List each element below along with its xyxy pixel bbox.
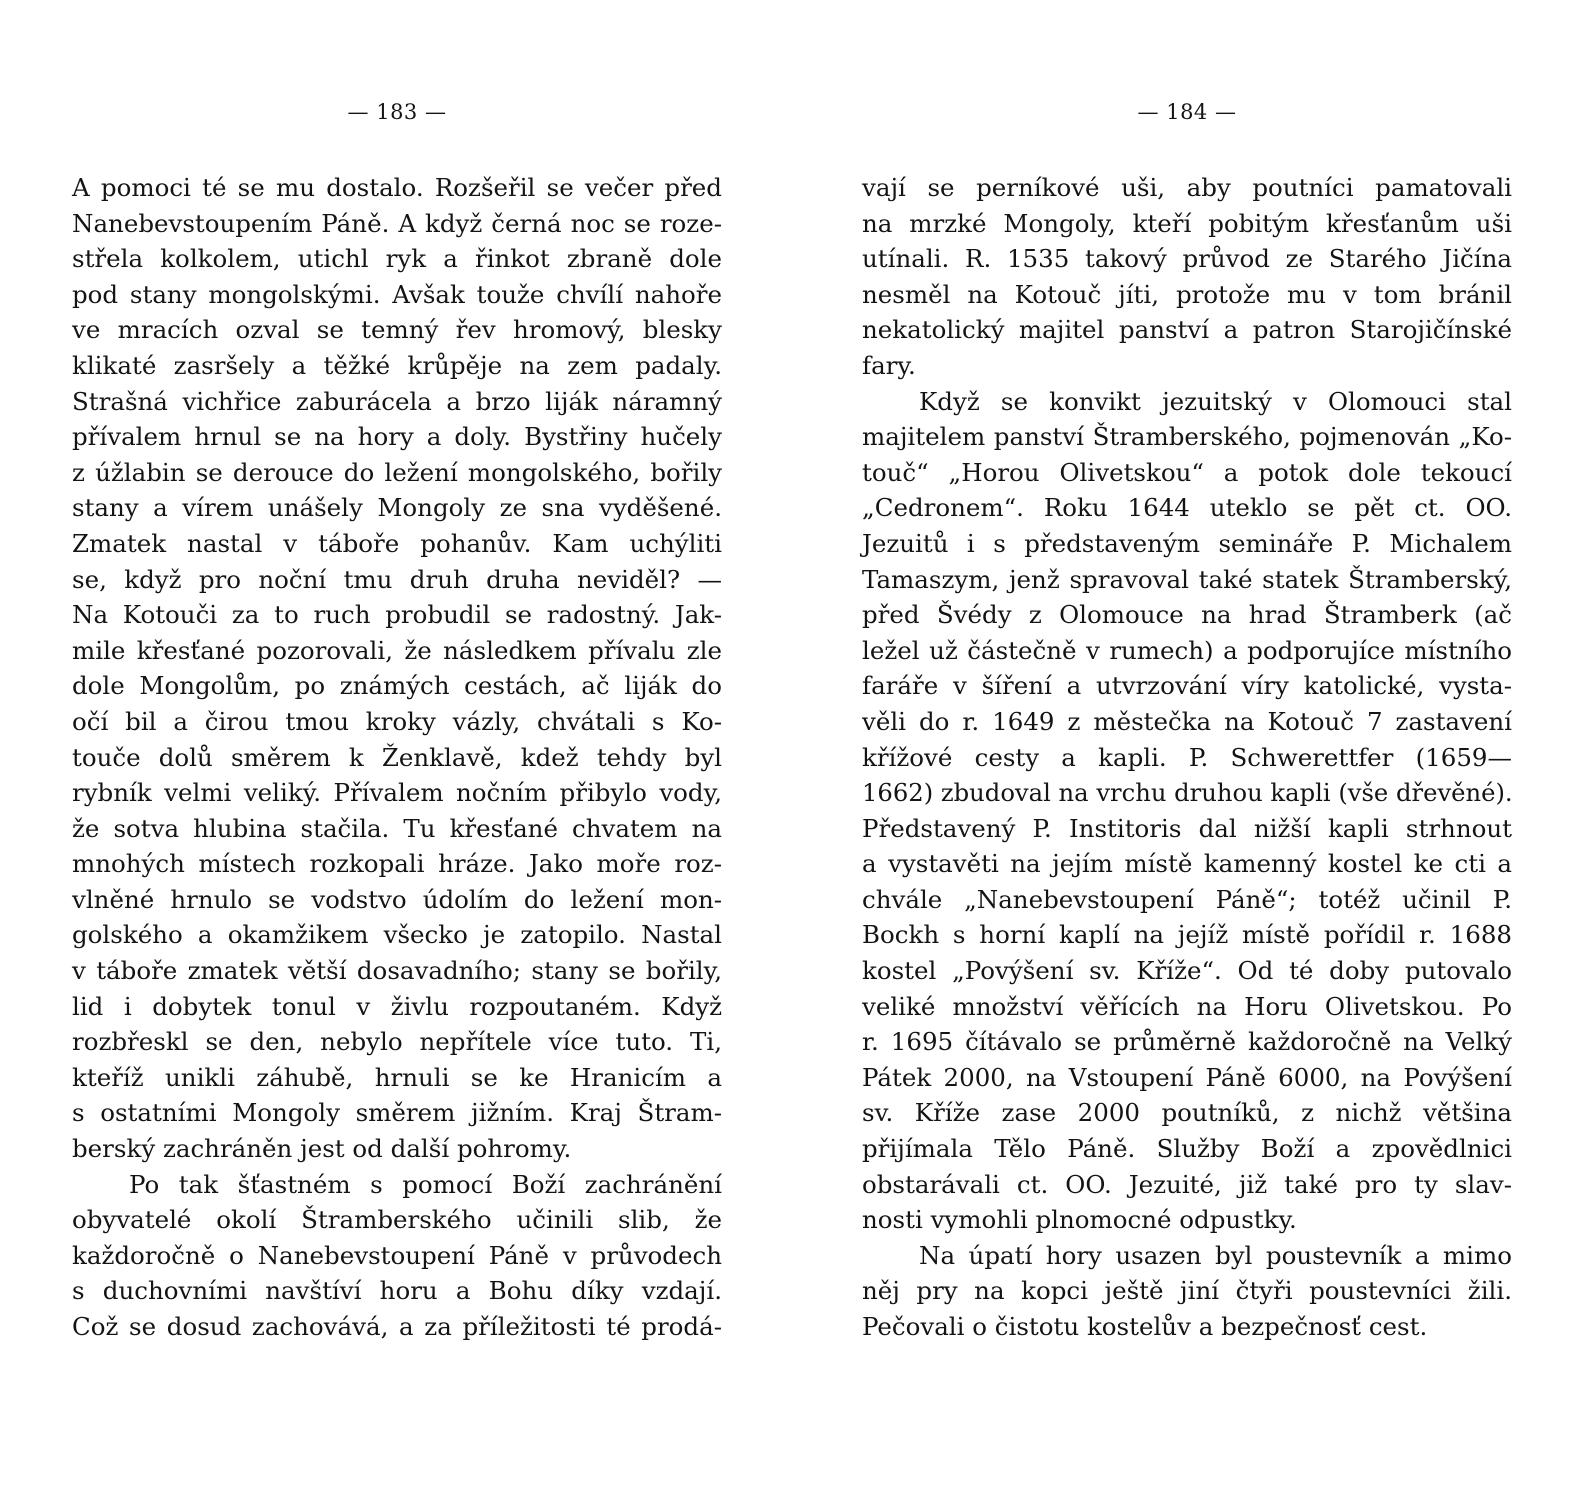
text-line: dole Mongolům, po známých cestách, ač liják do xyxy=(72,671,722,701)
text-line: ve mracích ozval se temný řev hromový, blesky xyxy=(72,315,722,345)
text-line: každoročně o Nanebevstoupení Páně v průvodech xyxy=(72,1240,722,1270)
text-line: r. 1695 čítávalo se průměrně každoročně na Velký xyxy=(862,1027,1512,1057)
text-line: golského a okamžikem všecko je zatopilo. Nastal xyxy=(72,920,722,950)
text-line: touč“ „Horou Olivetskou“ a potok dole tekoucí xyxy=(862,457,1512,487)
text-line: Bockh s horní kaplí na jejíž místě pořídil r. 1688 xyxy=(862,920,1512,950)
paragraph-first-line: Po tak šťastném s pomocí Boží zachránění xyxy=(129,1169,722,1199)
text-line: pod stany mongolskými. Avšak touže chvílí nahoře xyxy=(72,279,722,309)
text-line: kostel „Povýšení sv. Kříže“. Od té doby putovalo xyxy=(862,956,1512,986)
text-line: Pátek 2000, na Vstoupení Páně 6000, na Povýšení xyxy=(862,1062,1512,1092)
text-line: kteříž unikli záhubě, hrnuli se ke Hranicím a xyxy=(72,1062,722,1092)
text-line: na mrzké Mongoly, kteří pobitým křesťanům uši xyxy=(862,208,1512,238)
text-line: Zmatek nastal v táboře pohanův. Kam uchýliti xyxy=(72,528,722,558)
text-line: s duchovními navštíví horu a Bohu díky vzdají. xyxy=(72,1276,722,1306)
text-line: „Cedronem“. Roku 1644 uteklo se pět ct. OO. xyxy=(862,493,1512,523)
paragraph-last-line: Pečovali o čistotu kostelův a bezpečnosť cest. xyxy=(862,1312,1428,1341)
text-line: přívalem hrnul se na hory a doly. Bystřiny hučely xyxy=(72,422,722,452)
text-line: nekatolický majitel panství a patron Starojičínské xyxy=(862,315,1512,345)
text-line: majitelem panství Štramberského, pojmenován „Ko- xyxy=(862,422,1512,452)
text-line: z úžlabin se derouce do ležení mongolského, bořily xyxy=(72,457,722,487)
text-line: 1662) zbudoval na vrchu druhou kapli (vše dřevěné). xyxy=(862,778,1513,808)
text-line: Nanebevstoupením Páně. A když černá noc se roze- xyxy=(72,208,722,238)
text-line: s ostatními Mongoly směrem jižním. Kraj Štram- xyxy=(72,1098,722,1128)
text-line: střela kolkolem, utichl ryk a řinkot zbraně dole xyxy=(72,244,722,274)
text-line: vají se perníkové uši, aby poutníci pamatovali xyxy=(862,173,1512,202)
text-line: obyvatelé okolí Štramberského učinili slib, že xyxy=(72,1205,722,1235)
text-line: se, když pro noční tmu druh druha neviděl? — xyxy=(72,564,722,594)
text-line: Jezuitů i s představeným semináře P. Michalem xyxy=(862,528,1512,558)
right-page xyxy=(862,0,1512,1500)
text-line: vlněné hrnulo se vodstvo údolím do ležení mon- xyxy=(72,884,722,914)
text-line: Tamaszym, jenž spravoval také statek Štramberský, xyxy=(862,564,1512,594)
text-line: rozbřeskl se den, nebylo nepřítele více tuto. Ti, xyxy=(72,1027,722,1057)
text-line: utínali. R. 1535 takový průvod ze Starého Jičína xyxy=(862,244,1512,274)
text-line: ležel už částečně v rumech) a podporujíce místního xyxy=(862,635,1512,665)
text-line: veliké množství věřících na Horu Olivetskou. Po xyxy=(862,991,1512,1021)
text-line: stany a vírem unášely Mongoly ze sna vyděšené. xyxy=(72,493,722,523)
page-number: — 184 — xyxy=(1137,100,1237,124)
text-line: lid i dobytek tonul v živlu rozpoutaném. Když xyxy=(72,991,722,1021)
text-line: A pomoci té se mu dostalo. Rozšeřil se večer před xyxy=(72,173,722,202)
text-line: touče dolů směrem k Ženklavě, kdež tehdy byl xyxy=(72,742,722,772)
text-line: a vystavěti na jejím místě kamenný kostel ke cti a xyxy=(862,849,1512,879)
text-line: faráře v šíření a utvrzování víry katolické, vysta- xyxy=(862,671,1512,701)
text-line: rybník velmi veliký. Přívalem nočním přibylo vody, xyxy=(72,778,722,808)
paragraph-last-line: berský zachráněn jest od další pohromy. xyxy=(72,1134,572,1164)
text-line: mile křesťané pozorovali, že následkem přívalu zle xyxy=(72,635,722,665)
text-line: nesměl na Kotouč jíti, protože mu v tom bránil xyxy=(862,279,1512,309)
text-line: sv. Kříže zase 2000 poutníků, z nichž většina xyxy=(862,1098,1512,1128)
page-body-text xyxy=(72,170,722,1345)
text-line: Na Kotouči za to ruch probudil se radostný. Jak- xyxy=(72,600,722,630)
text-line: obstarávali ct. OO. Jezuité, již také pro ty slav- xyxy=(862,1169,1512,1199)
page-body-text xyxy=(862,170,1512,1345)
text-line: mnohých místech rozkopali hráze. Jako moře roz- xyxy=(72,849,722,879)
text-line: chvále „Nanebevstoupení Páně“; totéž učinil P. xyxy=(862,884,1512,914)
text-line: věli do r. 1649 z městečka na Kotouč 7 zastavení xyxy=(862,706,1512,736)
text-line: něj pry na kopci ještě jiní čtyři poustevníci žili. xyxy=(862,1276,1512,1306)
text-line: v táboře zmatek větší dosavadního; stany se bořily, xyxy=(72,956,722,986)
text-line: Strašná vichřice zaburácela a brzo liják náramný xyxy=(72,386,722,416)
paragraph-first-line: Na úpatí hory usazen byl poustevník a mimo xyxy=(919,1240,1512,1270)
left-page xyxy=(72,0,722,1500)
text-line: očí bil a čirou tmou kroky vázly, chvátali s Ko- xyxy=(72,706,722,736)
page-number: — 183 — xyxy=(347,100,447,124)
paragraph-first-line: Když se konvikt jezuitský v Olomouci stal xyxy=(919,386,1512,416)
text-line: přijímala Tělo Páně. Služby Boží a zpovědlnici xyxy=(862,1134,1512,1164)
paragraph-last-line: nosti vymohli plnomocné odpustky. xyxy=(862,1205,1297,1235)
text-line: křížové cesty a kapli. P. Schwerettfer (1659— xyxy=(862,742,1512,772)
text-line: že sotva hlubina stačila. Tu křesťané chvatem na xyxy=(72,813,722,843)
text-line: před Švédy z Olomouce na hrad Štramberk (ač xyxy=(862,600,1512,630)
text-line: Což se dosud zachovává, a za příležitosti té prodá- xyxy=(72,1312,722,1341)
text-line: Představený P. Institoris dal nižší kapli strhnout xyxy=(862,813,1512,843)
text-line: klikaté zasršely a těžké krůpěje na zem padaly. xyxy=(72,350,722,380)
paragraph-last-line: fary. xyxy=(862,350,916,380)
